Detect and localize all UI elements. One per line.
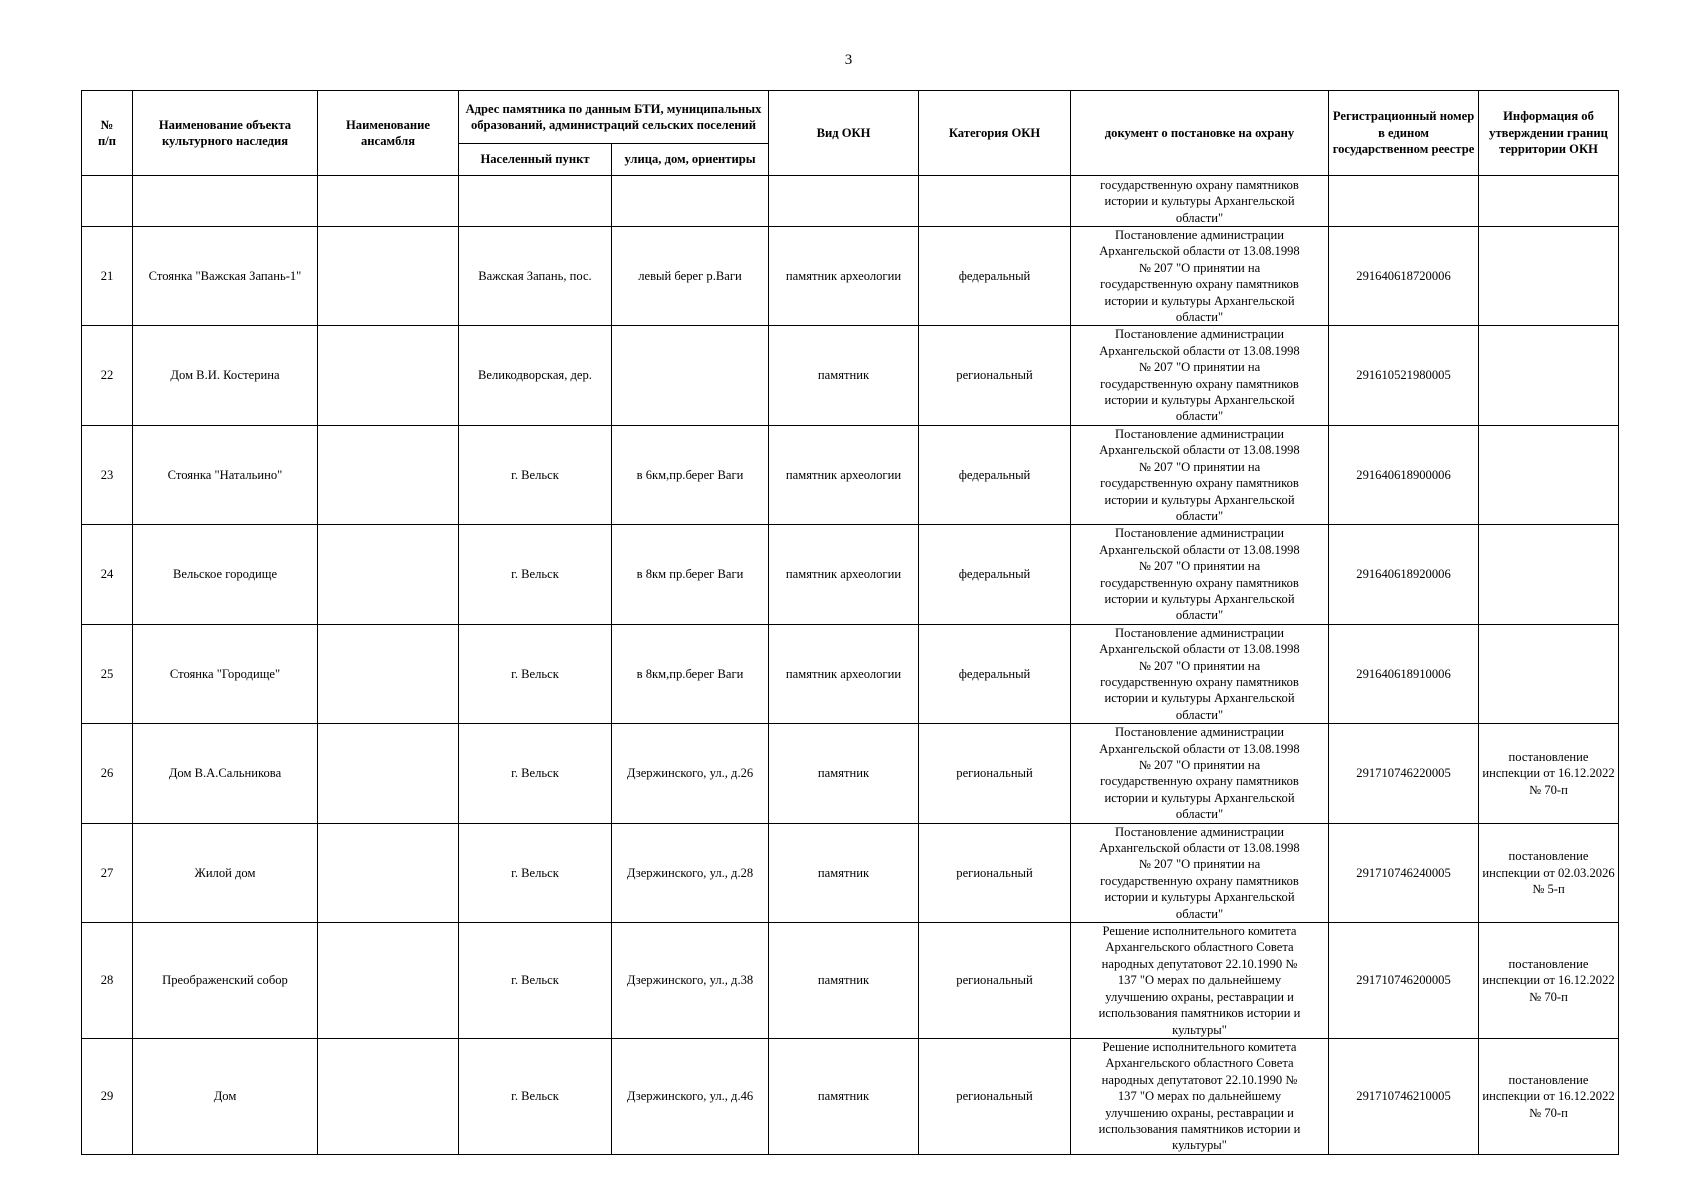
cell-num: 29 xyxy=(82,1038,133,1154)
cell-boundaries xyxy=(1479,525,1619,624)
cell-reg-number: 291710746210005 xyxy=(1329,1038,1479,1154)
cell-document: Постановление администрации Архангельской области от 13.08.1998 № 207 "О принятии на государственную охрану памятников истории и культуры Архангельской области" xyxy=(1071,624,1329,723)
cell-settlement: Великодворская, дер. xyxy=(459,326,612,425)
table-row xyxy=(82,724,1619,823)
cell-street xyxy=(612,176,769,227)
cell-boundaries: постановление инспекции от 16.12.2022 № 70-п xyxy=(1479,923,1619,1039)
cell-settlement: г. Вельск xyxy=(459,823,612,922)
cell-name: Стоянка "Важская Запань-1" xyxy=(133,227,318,326)
cell-document: Решение исполнительного комитета Архангельского областного Совета народных депутатовот 22.10.1990 № 137 "О мерах по дальнейшему улучшению охраны, реставрации и использования памятников истории и культуры" xyxy=(1071,1038,1329,1154)
cell-settlement xyxy=(459,176,612,227)
cell-type: памятник xyxy=(769,326,919,425)
cell-street: в 8км пр.берег Ваги xyxy=(612,525,769,624)
cell-settlement: г. Вельск xyxy=(459,425,612,524)
cell-category: региональный xyxy=(919,326,1071,425)
cell-category: федеральный xyxy=(919,624,1071,723)
cell-type: памятник археологии xyxy=(769,425,919,524)
cell-name: Жилой дом xyxy=(133,823,318,922)
continuation-row xyxy=(82,176,1619,227)
header-address: Адрес памятника по данным БТИ, муниципальных образований, администраций сельских поселений xyxy=(459,91,769,144)
cell-boundaries: постановление инспекции от 16.12.2022 № 70-п xyxy=(1479,724,1619,823)
table-row xyxy=(82,923,1619,1039)
cell-category: региональный xyxy=(919,823,1071,922)
header-ensemble: Наименование ансамбля xyxy=(318,91,459,176)
cell-ensemble xyxy=(318,176,459,227)
cell-street: Дзержинского, ул., д.46 xyxy=(612,1038,769,1154)
cell-type: памятник xyxy=(769,823,919,922)
cell-num xyxy=(82,176,133,227)
cell-reg-number xyxy=(1329,176,1479,227)
cell-street: в 8км,пр.берег Ваги xyxy=(612,624,769,723)
cell-num: 24 xyxy=(82,525,133,624)
header-reg-number: Регистрационный номер в едином государственном реестре xyxy=(1329,91,1479,176)
header-category: Категория ОКН xyxy=(919,91,1071,176)
cell-type: памятник археологии xyxy=(769,624,919,723)
table-row xyxy=(82,425,1619,524)
cell-document: Постановление администрации Архангельской области от 13.08.1998 № 207 "О принятии на государственную охрану памятников истории и культуры Архангельской области" xyxy=(1071,326,1329,425)
cell-type: памятник xyxy=(769,1038,919,1154)
cell-street: в 6км,пр.берег Ваги xyxy=(612,425,769,524)
cell-reg-number: 291610521980005 xyxy=(1329,326,1479,425)
cell-document: Постановление администрации Архангельской области от 13.08.1998 № 207 "О принятии на государственную охрану памятников истории и культуры Архангельской области" xyxy=(1071,823,1329,922)
cell-category: региональный xyxy=(919,724,1071,823)
cell-reg-number: 291710746220005 xyxy=(1329,724,1479,823)
cell-ensemble xyxy=(318,823,459,922)
cell-num: 27 xyxy=(82,823,133,922)
cell-name xyxy=(133,176,318,227)
cell-document: Постановление администрации Архангельской области от 13.08.1998 № 207 "О принятии на государственную охрану памятников истории и культуры Архангельской области" xyxy=(1071,425,1329,524)
header-settlement: Населенный пункт xyxy=(459,144,612,176)
cell-street xyxy=(612,326,769,425)
cell-settlement: г. Вельск xyxy=(459,525,612,624)
cell-type xyxy=(769,176,919,227)
cell-name: Дом В.И. Костерина xyxy=(133,326,318,425)
cell-reg-number: 291640618900006 xyxy=(1329,425,1479,524)
cell-name: Стоянка "Городище" xyxy=(133,624,318,723)
cell-ensemble xyxy=(318,923,459,1039)
cell-name: Дом В.А.Сальникова xyxy=(133,724,318,823)
table-header-row xyxy=(82,91,1619,144)
cell-ensemble xyxy=(318,1038,459,1154)
cell-document: Постановление администрации Архангельской области от 13.08.1998 № 207 "О принятии на государственную охрану памятников истории и культуры Архангельской области" xyxy=(1071,227,1329,326)
header-object-name: Наименование объекта культурного наследия xyxy=(133,91,318,176)
table-row xyxy=(82,1038,1619,1154)
cell-document: Постановление администрации Архангельской области от 13.08.1998 № 207 "О принятии на государственную охрану памятников истории и культуры Архангельской области" xyxy=(1071,724,1329,823)
page-number: 3 xyxy=(844,52,853,68)
cell-reg-number: 291710746200005 xyxy=(1329,923,1479,1039)
cell-reg-number: 291640618720006 xyxy=(1329,227,1479,326)
cell-ensemble xyxy=(318,525,459,624)
cell-category: региональный xyxy=(919,923,1071,1039)
cell-street: Дзержинского, ул., д.26 xyxy=(612,724,769,823)
cell-settlement: г. Вельск xyxy=(459,923,612,1039)
cell-document: государственную охрану памятников истории и культуры Архангельской области" xyxy=(1071,176,1329,227)
cell-document: Решение исполнительного комитета Архангельского областного Совета народных депутатовот 22.10.1990 № 137 "О мерах по дальнейшему улучшению охраны, реставрации и использования памятников истории и культуры" xyxy=(1071,923,1329,1039)
cell-type: памятник xyxy=(769,923,919,1039)
cell-ensemble xyxy=(318,624,459,723)
header-type: Вид ОКН xyxy=(769,91,919,176)
table-row xyxy=(82,624,1619,723)
header-num: № п/п xyxy=(82,91,133,176)
cell-type: памятник археологии xyxy=(769,525,919,624)
header-document: документ о постановке на охрану xyxy=(1071,91,1329,176)
cell-street: Дзержинского, ул., д.38 xyxy=(612,923,769,1039)
cell-num: 26 xyxy=(82,724,133,823)
cell-num: 22 xyxy=(82,326,133,425)
cell-reg-number: 291710746240005 xyxy=(1329,823,1479,922)
cell-name: Дом xyxy=(133,1038,318,1154)
cell-type: памятник археологии xyxy=(769,227,919,326)
cell-category: региональный xyxy=(919,1038,1071,1154)
cell-category xyxy=(919,176,1071,227)
cell-category: федеральный xyxy=(919,425,1071,524)
cell-boundaries xyxy=(1479,624,1619,723)
header-boundaries: Информация об утверждении границ территории ОКН xyxy=(1479,91,1619,176)
cell-reg-number: 291640618920006 xyxy=(1329,525,1479,624)
cell-name: Вельское городище xyxy=(133,525,318,624)
cell-ensemble xyxy=(318,227,459,326)
cell-settlement: Важская Запань, пос. xyxy=(459,227,612,326)
cell-reg-number: 291640618910006 xyxy=(1329,624,1479,723)
cell-boundaries xyxy=(1479,176,1619,227)
cell-ensemble xyxy=(318,724,459,823)
heritage-objects-table xyxy=(81,90,1619,1155)
header-street: улица, дом, ориентиры xyxy=(612,144,769,176)
cell-street: левый берег р.Ваги xyxy=(612,227,769,326)
cell-ensemble xyxy=(318,326,459,425)
cell-document: Постановление администрации Архангельской области от 13.08.1998 № 207 "О принятии на государственную охрану памятников истории и культуры Архангельской области" xyxy=(1071,525,1329,624)
cell-boundaries xyxy=(1479,425,1619,524)
cell-boundaries: постановление инспекции от 16.12.2022 № 70-п xyxy=(1479,1038,1619,1154)
cell-settlement: г. Вельск xyxy=(459,624,612,723)
cell-settlement: г. Вельск xyxy=(459,1038,612,1154)
cell-ensemble xyxy=(318,425,459,524)
cell-boundaries xyxy=(1479,326,1619,425)
cell-num: 25 xyxy=(82,624,133,723)
cell-name: Стоянка "Натальино" xyxy=(133,425,318,524)
cell-name: Преображенский собор xyxy=(133,923,318,1039)
cell-category: федеральный xyxy=(919,525,1071,624)
table-row xyxy=(82,326,1619,425)
cell-boundaries: постановление инспекции от 02.03.2026 № 5-п xyxy=(1479,823,1619,922)
cell-type: памятник xyxy=(769,724,919,823)
cell-boundaries xyxy=(1479,227,1619,326)
cell-num: 23 xyxy=(82,425,133,524)
cell-num: 28 xyxy=(82,923,133,1039)
table-row xyxy=(82,823,1619,922)
cell-category: федеральный xyxy=(919,227,1071,326)
cell-settlement: г. Вельск xyxy=(459,724,612,823)
cell-street: Дзержинского, ул., д.28 xyxy=(612,823,769,922)
cell-num: 21 xyxy=(82,227,133,326)
table-row xyxy=(82,227,1619,326)
table-row xyxy=(82,525,1619,624)
